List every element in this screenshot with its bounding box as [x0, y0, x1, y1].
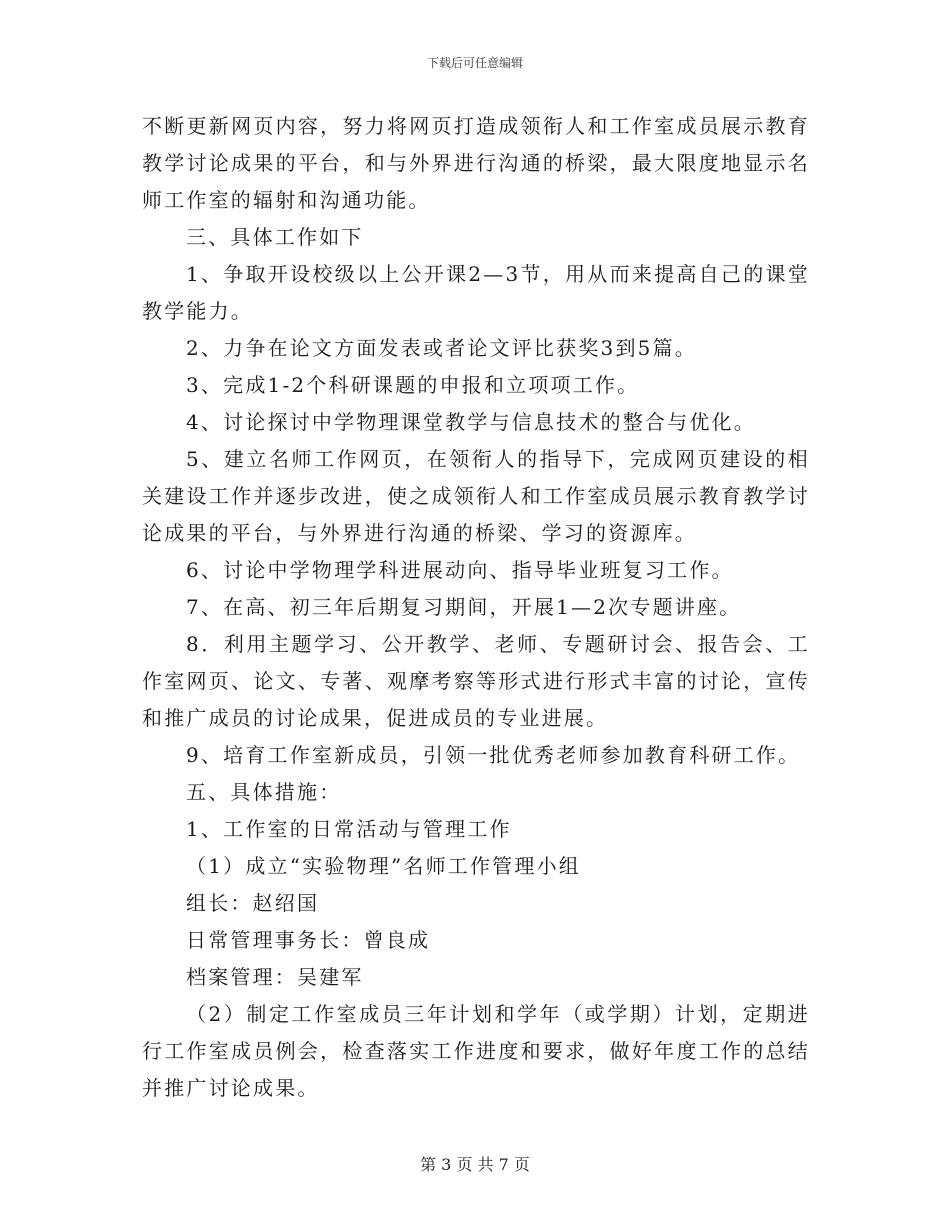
- work-item-6: 6、讨论中学物理学科进展动向、指导毕业班复习工作。: [186, 558, 734, 582]
- paragraph-continuation: 不断更新网页内容，努力将网页打造成领衔人和工作室成员展示教育教学讨论成果的平台，和与外界进行沟通的桥梁，最大限度地显示名师工作室的辐射和沟通功能。: [142, 114, 810, 212]
- work-item-2: 2、力争在论文方面发表或者论文评比获奖3到5篇。: [186, 336, 697, 360]
- work-item-7: 7、在高、初三年后期复习期间，开展1—2次专题讲座。: [186, 595, 742, 619]
- work-item-3: 3、完成1-2个科研课题的申报和立项项工作。: [186, 373, 640, 397]
- header-note: 下载后可任意编辑: [426, 56, 523, 70]
- section-heading-3: 三、具体工作如下: [186, 225, 364, 249]
- document-body: [142, 108, 810, 1107]
- measure-subitem-2: （2）制定工作室成员三年计划和学年（或学期）计划，定期进行工作室成员例会，检查落实工作进度和要求，做好年度工作的总结并推广讨论成果。: [142, 1002, 810, 1100]
- work-item-5: 5、建立名师工作网页，在领衔人的指导下，完成网页建设的相关建设工作并逐步改进，使之成领衔人和工作室成员展示教育教学讨论成果的平台，与外界进行沟通的桥梁、学习的资源库。: [142, 447, 810, 545]
- group-leader: 组长：赵绍国: [186, 891, 320, 915]
- daily-manager: 日常管理事务长：曾良成: [186, 928, 431, 952]
- measure-item-1: 1、工作室的日常活动与管理工作: [186, 817, 512, 841]
- measure-subitem-1: （1）成立“实验物理”名师工作管理小组: [186, 854, 581, 878]
- work-item-9: 9、培育工作室新成员，引领一批优秀老师参加教育科研工作。: [186, 743, 801, 767]
- work-item-4: 4、讨论探讨中学物理课堂教学与信息技术的整合与优化。: [186, 410, 756, 434]
- section-heading-5: 五、具体措施：: [186, 780, 342, 804]
- work-item-1: 1、争取开设校级以上公开课2—3节，用从而来提高自己的课堂教学能力。: [142, 262, 810, 323]
- work-item-8: 8．利用主题学习、公开教学、老师、专题研讨会、报告会、工作室网页、论文、专著、观摩考察等形式进行形式丰富的讨论，宣传和推广成员的讨论成果，促进成员的专业进展。: [142, 632, 810, 730]
- archive-manager: 档案管理：吴建军: [186, 965, 364, 989]
- page-number: 第 3 页 共 7 页: [420, 1155, 530, 1174]
